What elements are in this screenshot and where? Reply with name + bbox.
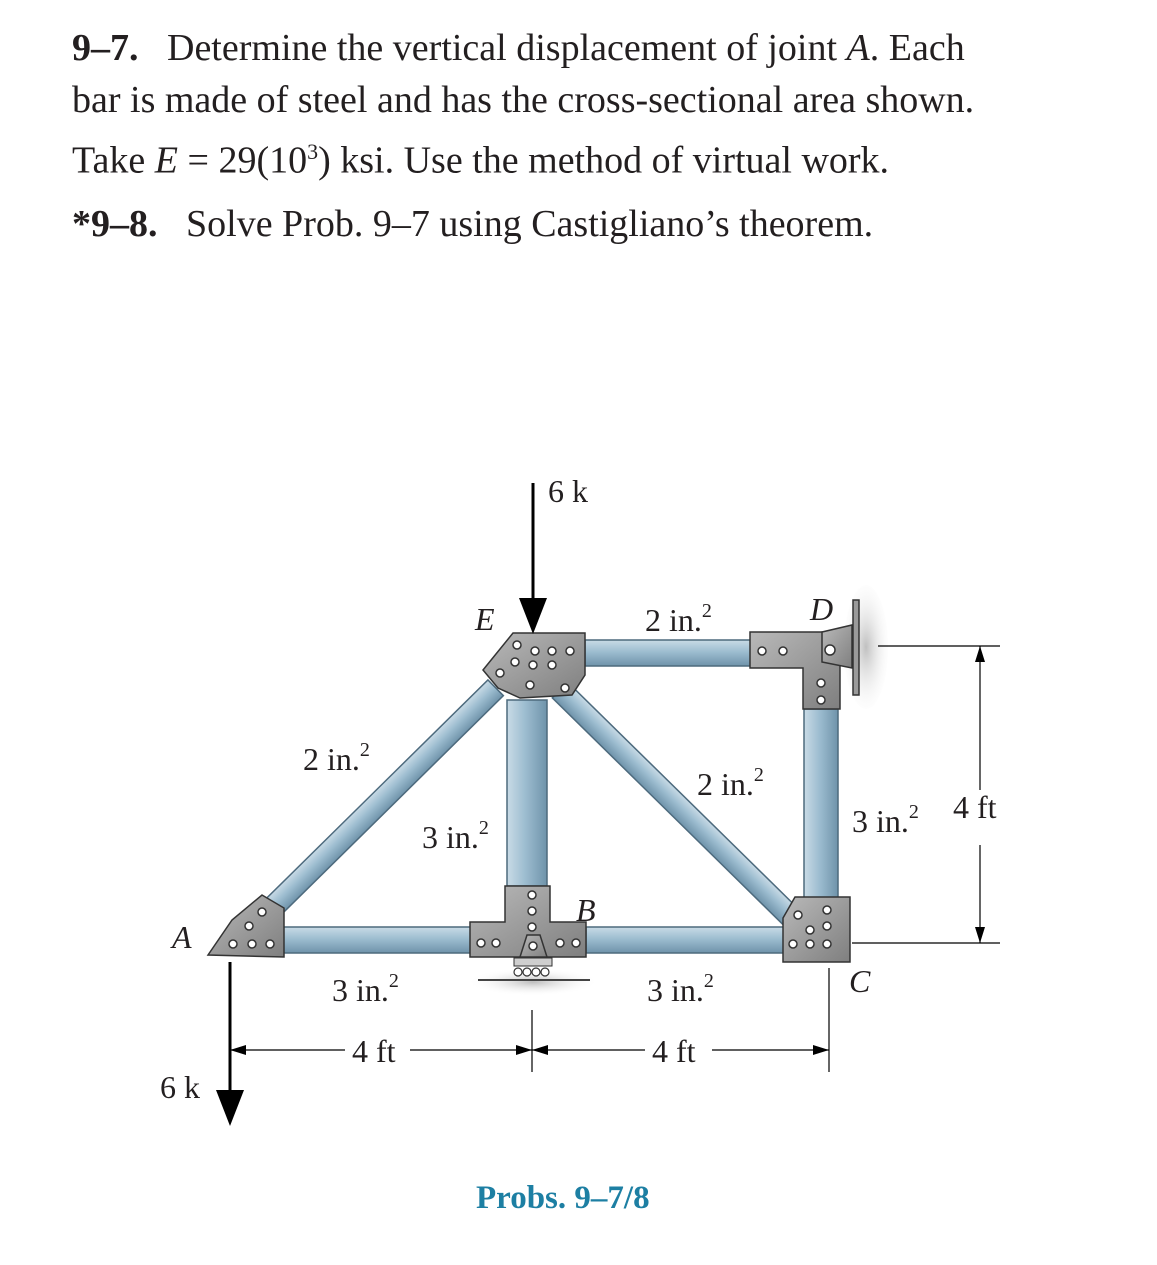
area-label-DC: 3 in.$^2$ [852, 801, 919, 839]
area-label-AE: 2 in.$^2$ [303, 739, 370, 777]
problem-text-line3b: = 29(10 [178, 139, 308, 182]
area-label-AB: 3 in.$^2$ [332, 970, 399, 1008]
dimension-label-height: 4 ft [953, 789, 997, 825]
member-BC [586, 927, 788, 953]
load-arrow-top [519, 483, 547, 634]
load-label-top: 6 k [548, 473, 588, 509]
load-label-left: 6 k [160, 1069, 200, 1105]
dimension-label-left: 4 ft [352, 1033, 396, 1069]
area-label-BC: 3 in.$^2$ [647, 970, 714, 1008]
joint-label-C: C [849, 963, 871, 999]
dimension-label-right: 4 ft [652, 1033, 696, 1069]
problem-text-line3c: ) ksi. Use the method of virtual work. [318, 139, 890, 182]
problem-text-line1a: Determine the vertical displacement of joint [167, 27, 847, 69]
problem-number: *9–8. [72, 203, 158, 245]
joint-label-E: E [475, 601, 495, 637]
problem-text: Solve Prob. 9–7 using Castigliano’s theorem. [186, 203, 874, 245]
member-EB [507, 700, 547, 886]
member-AE [242, 680, 503, 938]
joint-label-D: D [810, 591, 834, 627]
joint-label-A: A [172, 919, 192, 955]
figure-caption: Probs. 9–7/8 [476, 1180, 650, 1216]
area-label-EC: 2 in.$^2$ [697, 764, 764, 802]
joint-label-B: B [576, 892, 596, 928]
problem-text-line2: bar is made of steel and has the cross-sectional area shown. [72, 79, 975, 121]
joint-ref: A [846, 27, 870, 69]
exponent: 3 [307, 139, 319, 164]
modulus-symbol: E [154, 139, 179, 182]
problem-text-line3a: Take [72, 139, 155, 182]
dimension-lines [230, 646, 1000, 1072]
plate-C [783, 897, 850, 962]
member-DC [804, 709, 838, 899]
area-label-EB: 3 in.$^2$ [422, 817, 489, 855]
problem-text-line1b: . Each [869, 27, 965, 69]
problem-number: 9–7. [72, 27, 139, 69]
member-ED [585, 640, 753, 666]
member-AB [280, 927, 480, 953]
area-label-ED: 2 in.$^2$ [645, 600, 712, 638]
